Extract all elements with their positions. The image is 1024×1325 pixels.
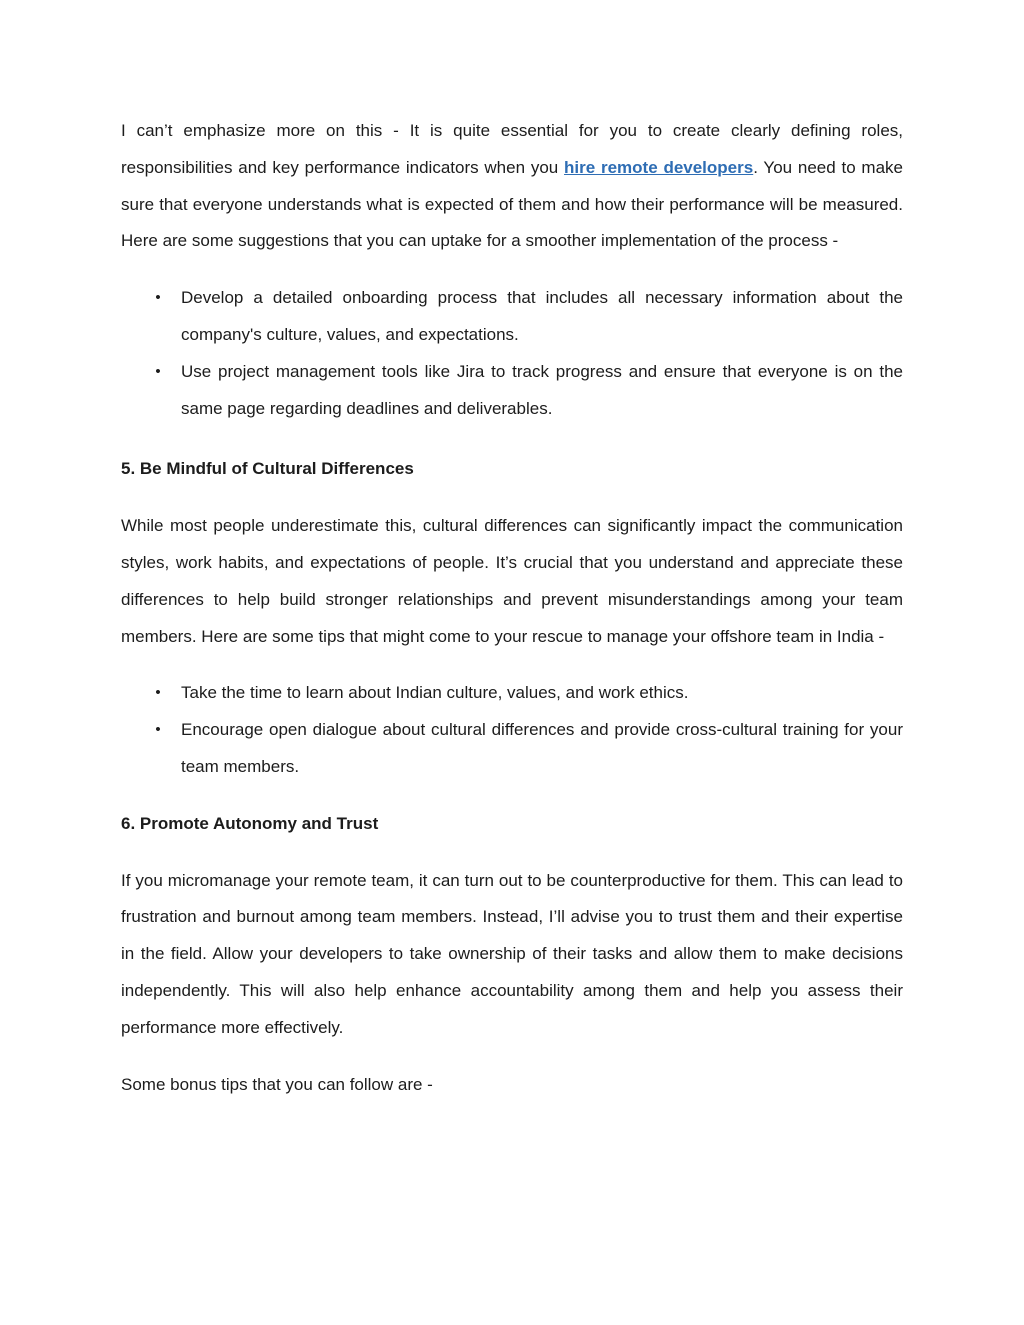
- bullet-icon: •: [155, 289, 161, 307]
- list-item-text: Develop a detailed onboarding process that includes all necessary information about the company's culture, values, and expectations.: [181, 288, 903, 344]
- intro-paragraph: [121, 113, 903, 260]
- list-item: [121, 712, 903, 786]
- onboarding-tips-list: [121, 280, 903, 427]
- list-item-text: Encourage open dialogue about cultural differences and provide cross-cultural training for your team members.: [181, 720, 903, 776]
- list-item-text: Take the time to learn about Indian culture, values, and work ethics.: [181, 683, 689, 703]
- hire-remote-developers-link[interactable]: hire remote developers: [564, 157, 754, 177]
- intro-text-before-link: I can’t emphasize more on this - It is quite essential for you to create clearly defining roles, responsibilities and key performance indicators when you: [121, 121, 903, 177]
- section-5-paragraph: While most people underestimate this, cultural differences can significantly impact the communication styles, work habits, and expectations of people. It’s crucial that you understand and appreciate these differences to help build stronger relationships and prevent misunderstandings among your team members. Here are some tips that might come to your rescue to manage your offshore team in India -: [121, 516, 903, 646]
- bullet-icon: •: [155, 684, 161, 702]
- intro-text-after-link: . You need to make sure that everyone understands what is expected of them and how their performance will be measured. Here are some suggestions that you can uptake for a smoother implementation of the process -: [121, 157, 904, 251]
- cultural-tips-list: [121, 675, 903, 785]
- section-6-heading: 6. Promote Autonomy and Trust: [121, 813, 379, 833]
- list-item: [121, 675, 903, 712]
- bullet-icon: •: [155, 362, 161, 380]
- list-item-text: Use project management tools like Jira to track progress and ensure that everyone is on the same page regarding deadlines and deliverables.: [181, 361, 903, 418]
- list-item: [121, 354, 903, 428]
- document-page: [121, 113, 903, 1103]
- bullet-icon: •: [155, 721, 161, 739]
- section-5-heading: 5. Be Mindful of Cultural Differences: [121, 459, 414, 479]
- bonus-tips-intro: Some bonus tips that you can follow are -: [121, 1074, 433, 1094]
- section-6-paragraph: If you micromanage your remote team, it can turn out to be counterproductive for them. This can lead to frustration and burnout among team members. Instead, I’ll advise you to trust them and their expertise in the field. Allow your developers to take ownership of their tasks and allow them to make decisions independently. This will also help enhance accountability among them and help you assess their performance more effectively.: [121, 870, 903, 1037]
- list-item: [121, 280, 903, 354]
